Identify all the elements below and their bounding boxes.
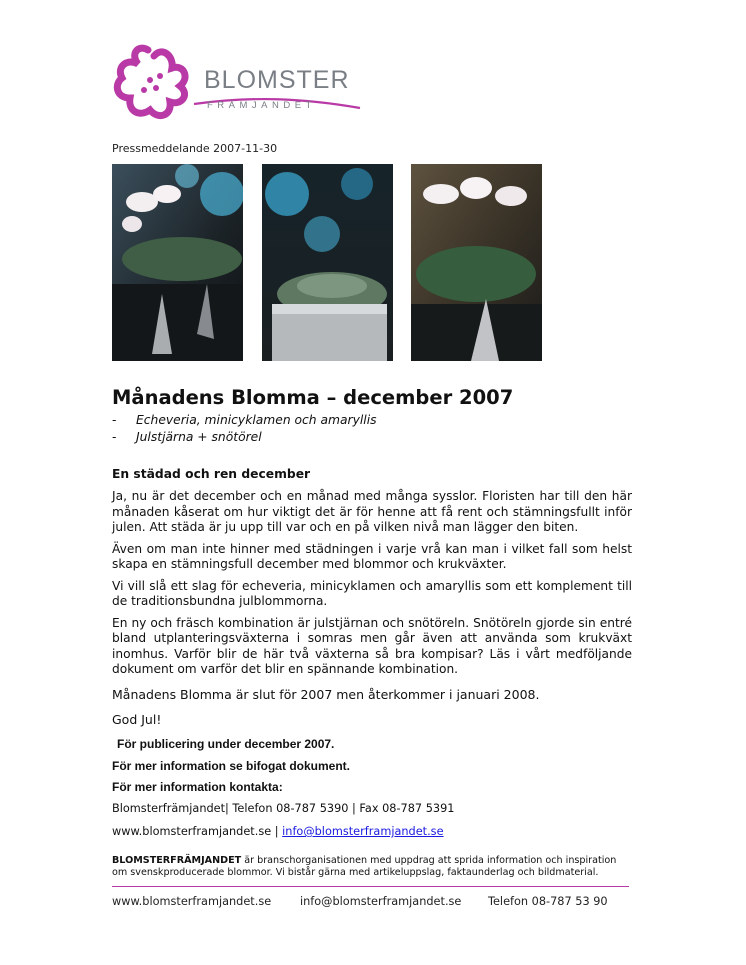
- disclaimer-org: BLOMSTERFRÄMJANDET: [112, 855, 242, 866]
- contact-line: Blomsterfrämjandet| Telefon 08-787 5390 | Fax 08-787 5391: [112, 802, 455, 815]
- flower-logo-icon: [110, 40, 205, 130]
- disclaimer-text: är branschorganisationen med uppdrag att sprida information och inspiration om svenskproducerade blommor. Vi bistår gärna med artikeluppslag, faktaunderlag och bildmaterial.: [112, 855, 617, 878]
- page-title: Månadens Blomma – december 2007: [112, 386, 514, 409]
- photo-cyclamen-2: [411, 164, 542, 361]
- blomsterframjandet-logo: [110, 40, 370, 130]
- email-link[interactable]: info@blomsterframjandet.se: [282, 825, 444, 838]
- website-email-line: [112, 825, 444, 838]
- bullet-marker: -: [112, 430, 117, 444]
- footer-email: info@blomsterframjandet.se: [300, 895, 462, 908]
- paragraph: Även om man inte hinner med städningen i varje vrå kan man i vilket fall som helst skapa en stämningsfull december med blommor och krukväxter.: [112, 541, 632, 571]
- subtitle-text: Julstjärna + snötörel: [136, 430, 262, 444]
- separator: |: [274, 825, 279, 838]
- subtitle-text: Echeveria, minicyklamen och amaryllis: [136, 413, 377, 427]
- footer-phone: Telefon 08-787 53 90: [488, 895, 608, 908]
- website-text: www.blomsterframjandet.se: [112, 825, 272, 838]
- disclaimer: [112, 855, 632, 879]
- photo-cyclamen-1: [112, 164, 243, 361]
- press-release-date: Pressmeddelande 2007-11-30: [112, 142, 278, 155]
- contact-heading: För mer information kontakta:: [112, 780, 283, 794]
- paragraph: Vi vill slå ett slag för echeveria, minicyklamen och amaryllis som ett komplement till de traditionsbundna julblommorna.: [112, 578, 632, 608]
- paragraph: Ja, nu är det december och en månad med många sysslor. Floristen har till den här månaden kåserat om hur viktigt det är för henne att få rent och stämningsfullt inför julen. Att städa är ju upp till var och en på vilken nivå man lägger den biten.: [112, 489, 632, 534]
- closing-text: Månadens Blomma är slut för 2007 men återkommer i januari 2008.: [112, 687, 540, 702]
- more-info-doc: För mer information se bifogat dokument.: [112, 759, 351, 773]
- logo-subtitle: FRÄMJANDET: [207, 100, 316, 111]
- subtitle-item-1: [112, 413, 377, 427]
- subtitle-item-2: [112, 430, 262, 444]
- footer-rule: [112, 886, 629, 887]
- bullet-marker: -: [112, 413, 117, 427]
- photo-echeveria: [262, 164, 393, 361]
- section-heading: En städad och ren december: [112, 467, 311, 481]
- article-body: [112, 489, 632, 684]
- paragraph: En ny och fräsch kombination är julstjärnan och snötöreln. Snötöreln gjorde sin entré bland utplanteringsväxterna i somras men går även att använda som krukväxt inomhus. Varför blir de här två växterna så bra kompisar? Läs i vårt medföljande dokument om varför det blir en spännande kombination.: [112, 615, 632, 676]
- publish-note: För publicering under december 2007.: [117, 737, 335, 751]
- greeting: God Jul!: [112, 712, 162, 727]
- footer-website: www.blomsterframjandet.se: [112, 895, 272, 908]
- logo-wordmark: BLOMSTER: [204, 66, 350, 94]
